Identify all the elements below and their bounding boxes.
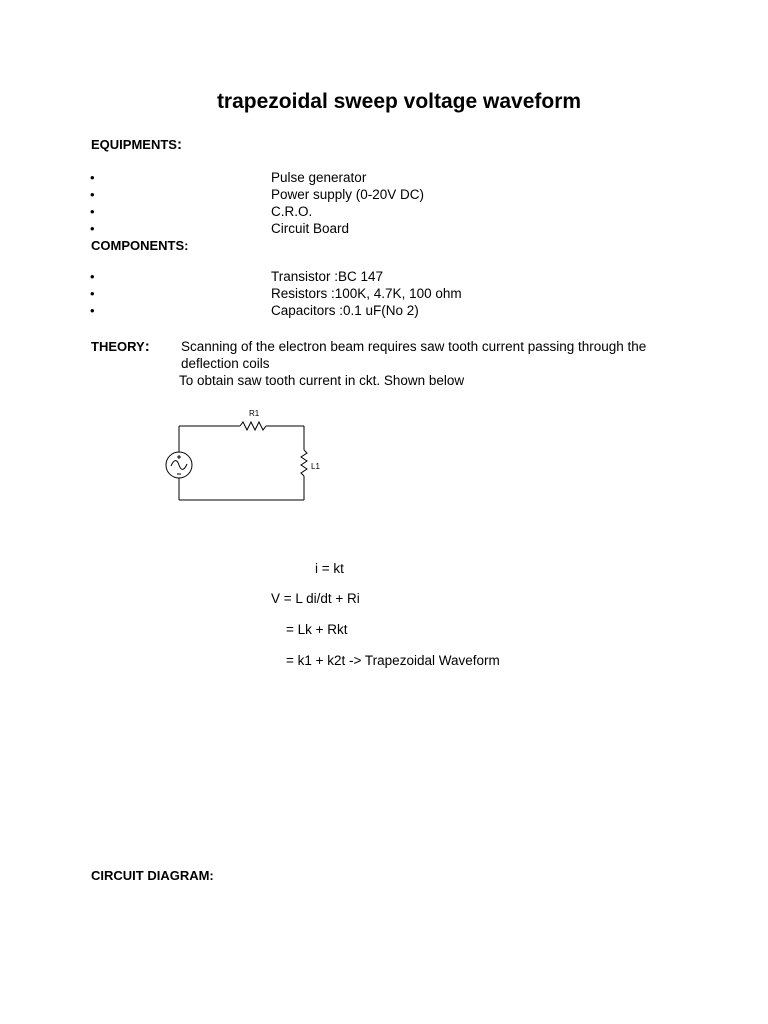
theory-line-1: Scanning of the electron beam requires saw tooth current passing through the	[181, 339, 647, 354]
component-item-1: Transistor :BC 147	[271, 269, 384, 284]
equipment-item-3: C.R.O.	[271, 204, 313, 219]
ac-source-plus	[177, 455, 181, 459]
component-bullet-1: •	[90, 269, 95, 284]
equipment-item-4: Circuit Board	[271, 221, 350, 236]
rl-circuit-diagram	[160, 403, 330, 508]
theory-heading	[91, 338, 150, 355]
theory-line-3: To obtain saw tooth current in ckt. Shown below	[179, 373, 465, 388]
inductor-label: L1	[311, 462, 320, 471]
equipment-bullet-4: •	[90, 221, 95, 236]
equipment-bullet-1: •	[90, 170, 95, 185]
components-heading: COMPONENTS:	[91, 238, 189, 253]
inductor-l1-symbol	[301, 450, 307, 476]
equipments-heading-colon: :	[176, 136, 182, 153]
equation-4: = k1 + k2t -> Trapezoidal Waveform	[286, 653, 500, 668]
page-title: trapezoidal sweep voltage waveform	[216, 90, 582, 113]
resistor-r1-symbol	[240, 422, 266, 430]
equipments-heading-label: EQUIPMENTS	[91, 137, 177, 152]
component-item-2: Resistors :100K, 4.7K, 100 ohm	[271, 286, 462, 301]
equation-1: i = kt	[315, 561, 344, 576]
theory-heading-label: THEORY	[91, 339, 145, 354]
theory-heading-colon: :	[144, 338, 150, 355]
component-bullet-2: •	[90, 286, 95, 301]
component-bullet-3: •	[90, 303, 95, 318]
equation-2: V = L di/dt + Ri	[271, 591, 360, 606]
component-item-3: Capacitors :0.1 uF(No 2)	[271, 303, 419, 318]
theory-line-2: deflection coils	[181, 356, 270, 371]
ac-source-wave	[171, 461, 187, 470]
resistor-label: R1	[249, 409, 260, 418]
equipments-heading	[91, 136, 182, 153]
circuit-diagram-heading: CIRCUIT DIAGRAM:	[91, 868, 214, 883]
equation-3: = Lk + Rkt	[286, 622, 348, 637]
equipment-item-2: Power supply (0-20V DC)	[271, 187, 425, 202]
equipment-bullet-3: •	[90, 204, 95, 219]
equipment-item-1: Pulse generator	[271, 170, 367, 185]
equipment-bullet-2: •	[90, 187, 95, 202]
